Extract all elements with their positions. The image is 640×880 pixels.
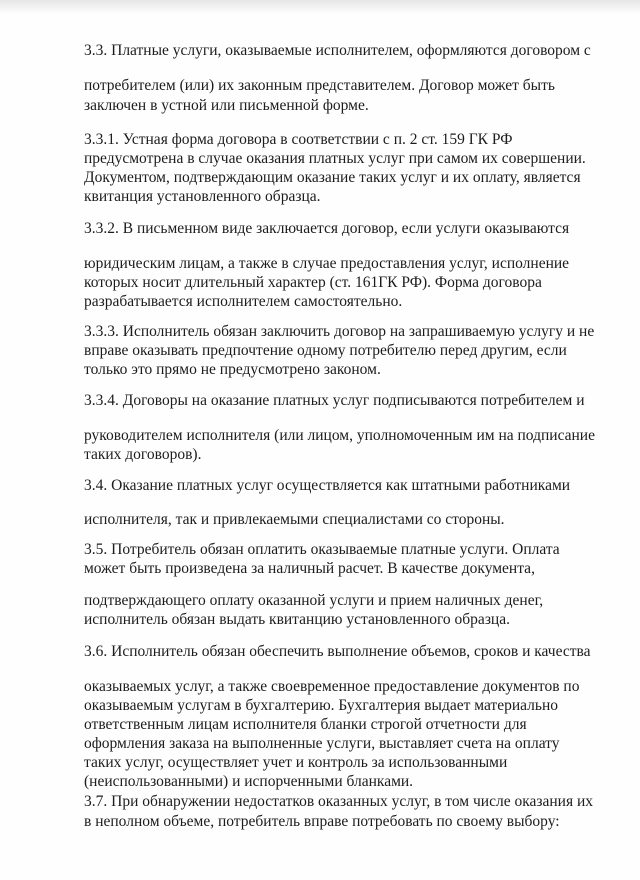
text-line: вправе оказывать предпочтение одному потребителю перед другим, если <box>84 342 567 359</box>
text-line: (неиспользованными) и испорченными бланками. <box>84 773 414 790</box>
text-line: 3.3.4. Договоры на оказание платных услуг подписываются потребителем и <box>84 392 585 409</box>
text-line: 3.7. При обнаружении недостатков оказанных услуг, в том числе оказания их <box>84 793 594 810</box>
text-line: предусмотрена в случае оказания платных услуг при самом их совершении. <box>84 150 586 167</box>
text-line: оформления заказа на выполненные услуги, выставляет счета на оплату <box>84 735 560 752</box>
text-line: которых носит длительный характер (ст. 161ГК РФ). Форма договора <box>84 274 542 291</box>
text-line: 3.5. Потребитель обязан оплатить оказываемые платные услуги. Оплата <box>84 541 560 558</box>
text-line: разрабатывается исполнителем самостоятельно. <box>84 293 403 310</box>
scan-edge-shadow <box>0 0 640 14</box>
text-line: таких договоров). <box>84 446 202 463</box>
text-line: может быть произведена за наличный расчет. В качестве документа, <box>84 560 535 577</box>
text-line: таких услуг, осуществляет учет и контроль за использованными <box>84 754 508 771</box>
text-line: подтверждающего оплату оказанной услуги и прием наличных денег, <box>84 592 544 609</box>
text-line: оказываемым услугам в бухгалтерию. Бухгалтерия выдает материально <box>84 697 558 714</box>
text-line: 3.6. Исполнитель обязан обеспечить выполнение объемов, сроков и качества <box>84 643 591 660</box>
text-line: оказываемых услуг, а также своевременное предоставление документов по <box>84 678 580 695</box>
text-line: исполнителя, так и привлекаемыми специалистами со стороны. <box>84 511 505 528</box>
text-line: только это прямо не предусмотрено законом. <box>84 361 381 378</box>
text-line: юридическим лицам, а также в случае предоставления услуг, исполнение <box>84 255 570 272</box>
text-line: 3.3.1. Устная форма договора в соответствии с п. 2 ст. 159 ГК РФ <box>84 131 513 148</box>
text-line: квитанция установленного образца. <box>84 188 321 205</box>
text-line: Документом, подтверждающим оказание таких услуг и их оплату, является <box>84 169 581 186</box>
text-line: 3.4. Оказание платных услуг осуществляется как штатными работниками <box>84 477 571 494</box>
text-line: 3.3.3. Исполнитель обязан заключить договор на запрашиваемую услугу и не <box>84 323 595 340</box>
text-line: ответственным лицам исполнителя бланки строгой отчетности для <box>84 716 527 733</box>
text-line: исполнитель обязан выдать квитанцию установленного образца. <box>84 611 510 628</box>
text-line: 3.3. Платные услуги, оказываемые исполнителем, оформляются договором с <box>84 42 591 59</box>
text-line: руководителем исполнителя (или лицом, уполномоченным им на подписание <box>84 427 595 444</box>
text-line: 3.3.2. В письменном виде заключается договор, если услуги оказываются <box>84 220 570 237</box>
text-line: в неполном объеме, потребитель вправе потребовать по своему выбору: <box>84 813 560 830</box>
text-line: заключен в устной или письменной форме. <box>84 97 369 114</box>
text-line: потребителем (или) их законным представителем. Договор может быть <box>84 77 555 94</box>
